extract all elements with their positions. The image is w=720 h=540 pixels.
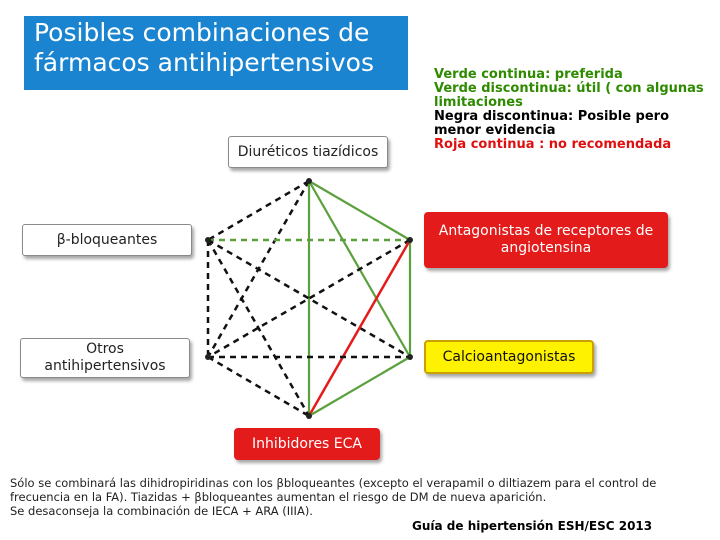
node-diureticos <box>228 136 388 168</box>
edge-calcio-ieca <box>309 357 410 416</box>
vertex-ara <box>407 237 413 243</box>
legend-item-possible: Negra discontinua: Posible pero menor evidencia <box>434 109 670 138</box>
edge-diureticos-ara <box>309 181 410 240</box>
edge-otros-ieca <box>208 357 309 416</box>
edge-betabloq-ieca <box>208 240 309 416</box>
vertex-diureticos <box>306 178 312 184</box>
edge-group <box>208 181 410 416</box>
node-betabloqueantes-label: β-bloqueantes <box>56 231 158 248</box>
vertex-betabloq <box>205 237 211 243</box>
node-ara <box>424 212 668 268</box>
node-betabloqueantes <box>22 224 192 256</box>
footnote-line: Sólo se combinará las dihidropiridinas con los βbloqueantes (excepto el verapamil o diltiazem para el control de <box>10 476 657 490</box>
node-calcioantagonistas <box>424 340 594 374</box>
node-diureticos-label: Diuréticos tiazídicos <box>237 143 379 160</box>
legend-item-useful: Verde discontinua: útil ( con algunas limitaciones <box>434 81 704 110</box>
footnote-line: Se desaconseja la combinación de IECA + ARA (IIIA). <box>10 504 313 518</box>
edge-diureticos-betabloq <box>208 181 309 240</box>
node-ieca-label: Inhibidores ECA <box>252 435 362 452</box>
source-citation: Guía de hipertensión ESH/ESC 2013 <box>412 519 653 533</box>
footnote-line: frecuencia en la FA). Tiazidas + βbloqueantes aumentan el riesgo de DM de nueva aparición. <box>10 490 547 504</box>
page-title: Posibles combinaciones de fármacos antihipertensivos <box>34 18 374 77</box>
legend-item-not-recommended: Roja continua : no recomendada <box>434 137 672 152</box>
footnote <box>10 476 710 518</box>
edge-ara-ieca <box>309 240 410 416</box>
vertex-calcio <box>407 354 413 360</box>
node-otros <box>20 338 190 378</box>
node-ieca <box>234 428 380 460</box>
node-otros-label: Otros antihipertensivos <box>44 341 166 374</box>
node-calcioantagonistas-label: Calcioantagonistas <box>442 348 576 365</box>
vertex-ieca <box>306 413 312 419</box>
legend-item-preferred: Verde continua: preferida <box>434 67 623 82</box>
vertex-otros <box>205 354 211 360</box>
node-ara-label: Antagonistas de receptores de angiotensina <box>438 223 654 256</box>
